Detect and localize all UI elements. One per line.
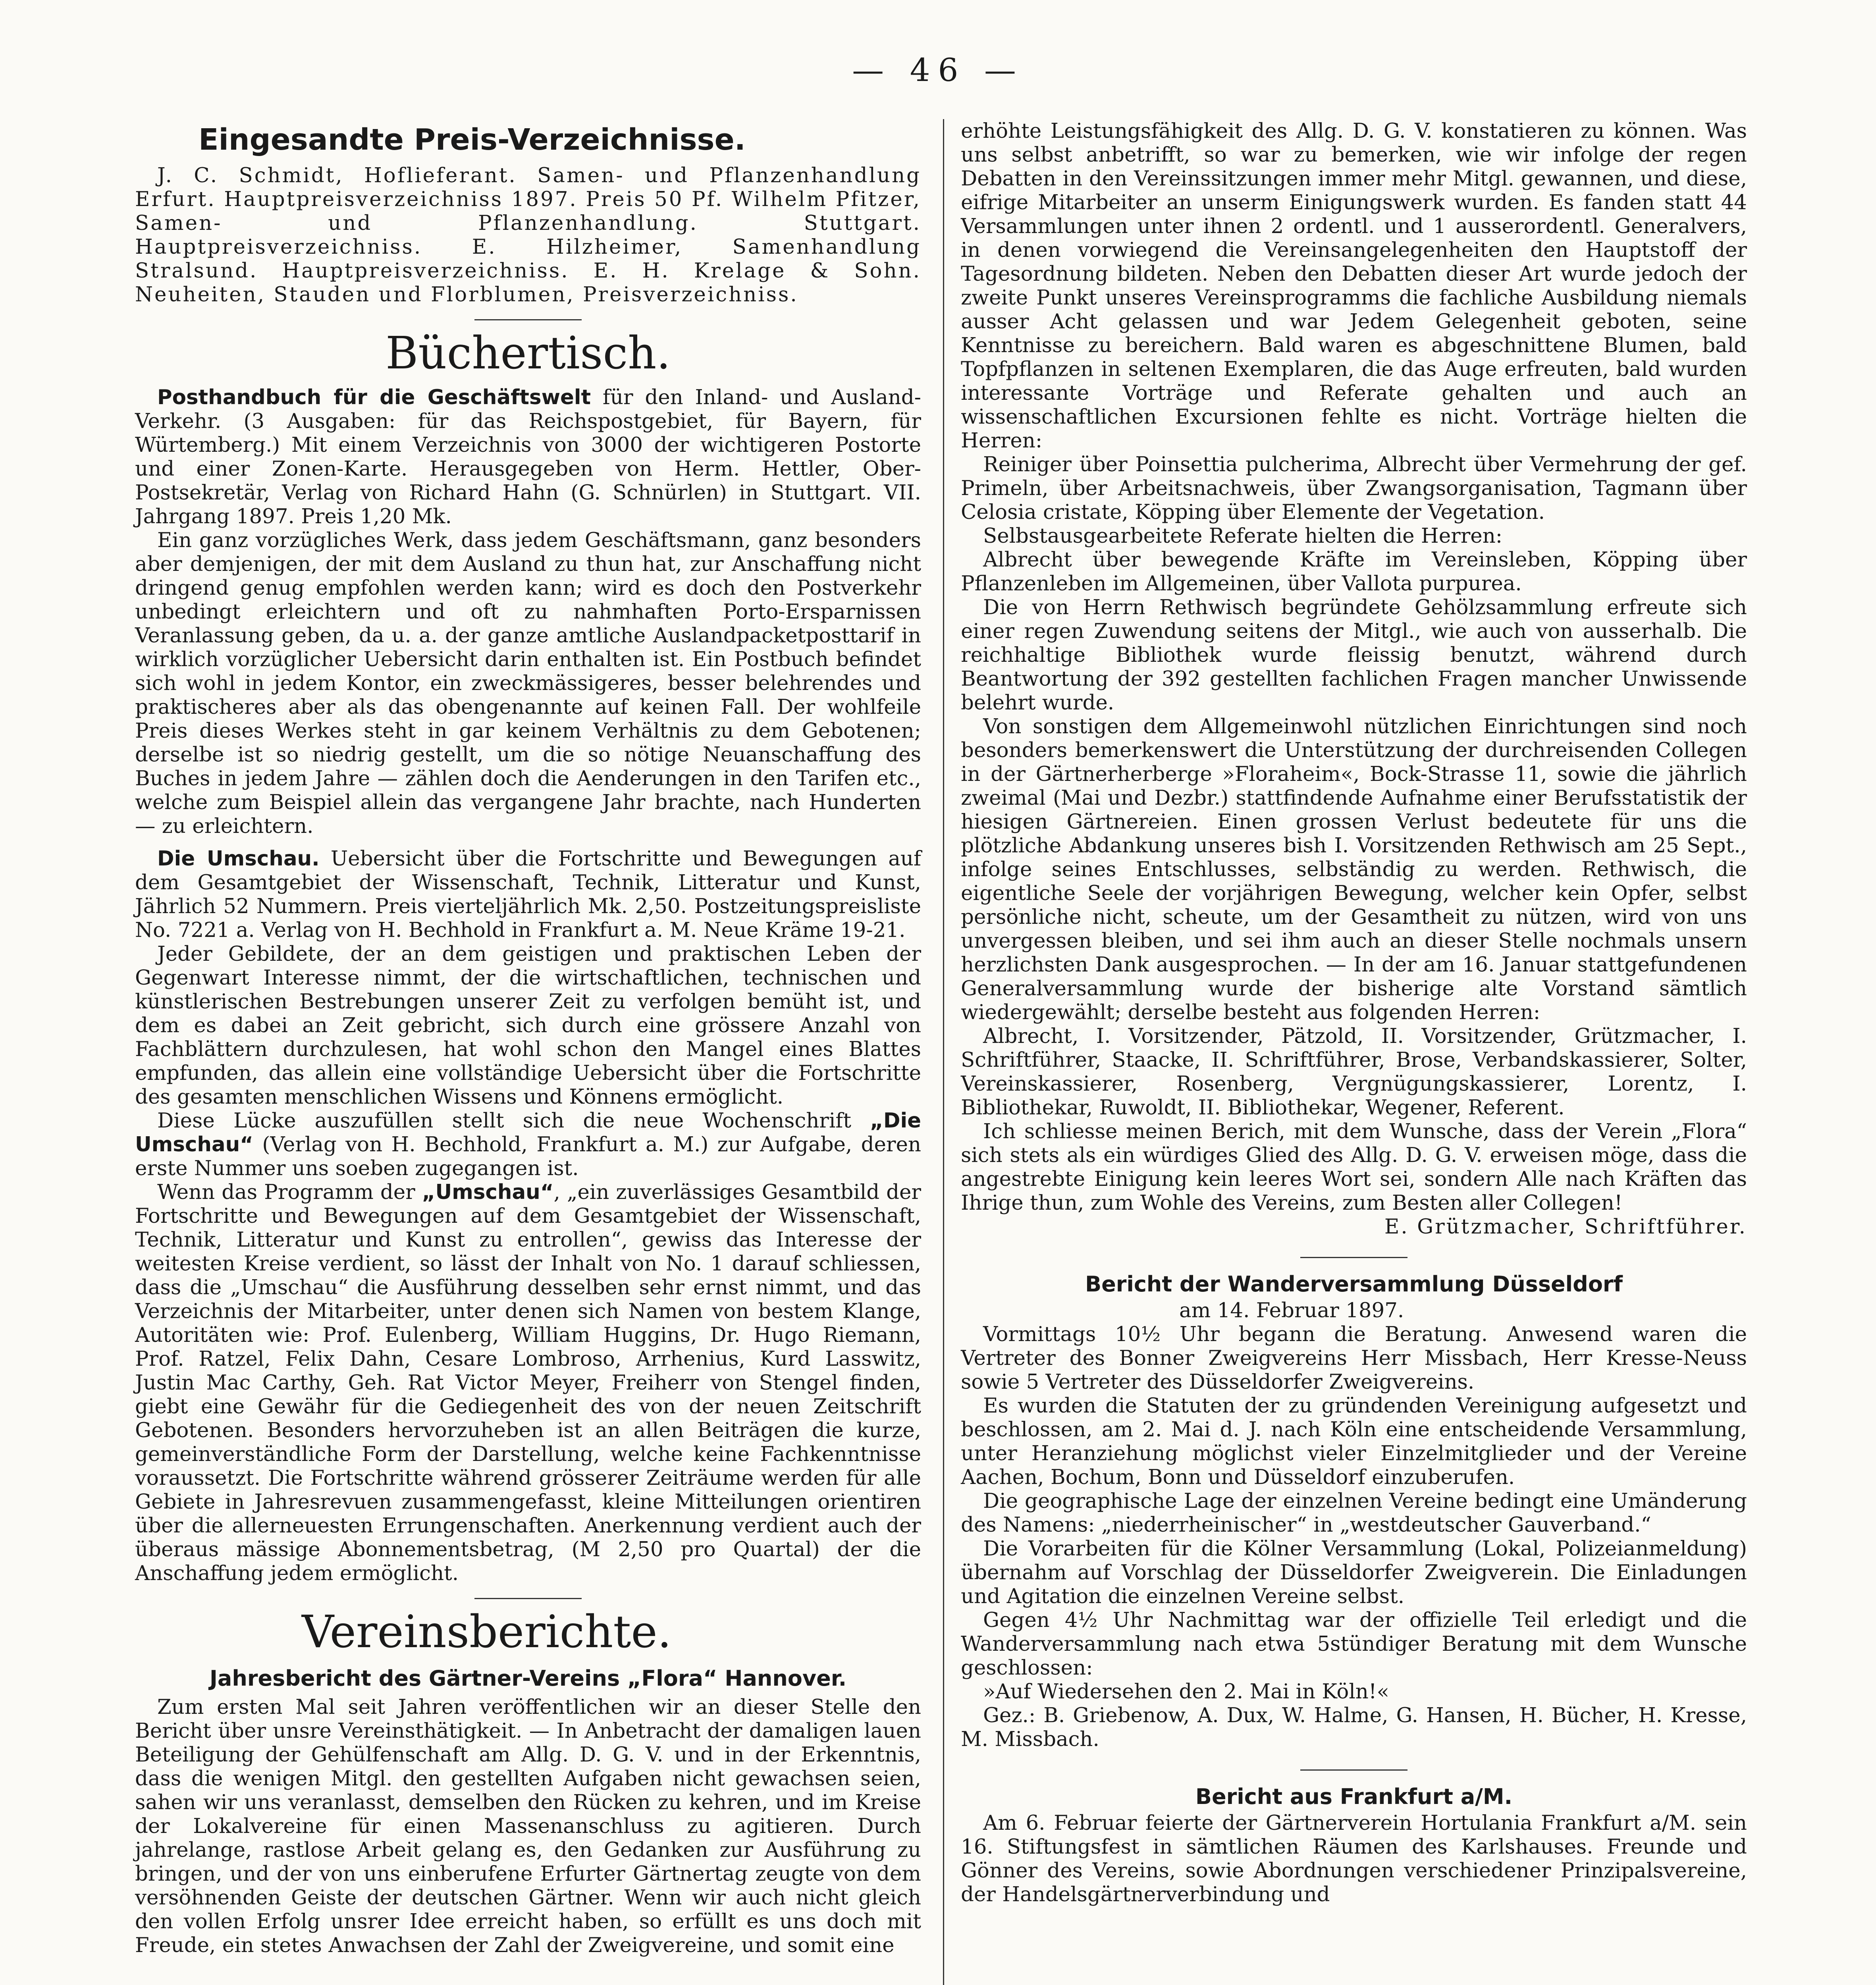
flora-paragraph-6: Von sonstigen dem Allgemeinwohl nützlichen Einrichtungen sind noch besonders bemerkenswert die Unterstützung der durchreisenden Collegen in der Gärtnerherberge »Floraheim«, Bock-Strasse 11, sowie die jährlich zweimal (Mai und Dezbr.) stattfindende Aufnahme einer Berufsstatistik der hiesigen Gärtnereien. Einen grossen Verlust bedeutete für uns die plötzliche Abdankung unseres bish I. Vorsitzenden Rethwisch am 25 Sept., infolge seines Entschlusses, selbständig zu werden. Rethwisch, die eigentliche Seele der vorjährigen Bewegung, welcher kein Opfer, selbst persönliche nicht, scheute, um der Gesamtheit zu nützen, wird von uns unvergessen bleiben, und sei ihm auch an dieser Stelle nochmals unsern herzlichsten Dank ausgesprochen. — In der am 16. Januar stattgefundenen Generalversammlung wurde der bisherige alte Vorstand sämtlich wiedergewählt; derselbe besteht aus folgenden Herren:: [961, 715, 1747, 1024]
preis-verzeichnisse-text: J. C. Schmidt, Hoflieferant. Samen- und Pflanzenhandlung Erfurt. Hauptpreisverzeichniss 1897. Preis 50 Pf. Wilhelm Pfitzer, Samen- und Pflanzenhandlung. Stuttgart. Hauptpreisverzeichniss. E. Hilzheimer, Samenhandlung Stralsund. Hauptpreisverzeichniss. E. H. Krelage & Sohn. Neuheiten, Stauden und Florblumen, Preisverzeichniss.: [135, 164, 921, 306]
umschau-p3-text: Wenn das Programm der: [157, 1180, 422, 1204]
posthandbuch-entry: [135, 385, 921, 528]
flora-paragraph-7: Albrecht, I. Vorsitzender, Pätzold, II. Vorsitzender, Grützmacher, I. Schriftführer, Staacke, II. Schriftführer, Brose, Verbandskassierer, Solter, Vereinskassierer, Rosenberg, Vergnügungskassierer, Lorentz, I. Bibliothekar, Ruwoldt, II. Bibliothekar, Wegener, Referent.: [961, 1024, 1747, 1120]
duesseldorf-paragraph-1: Vormittags 10½ Uhr begann die Beratung. Anwesend waren die Vertreter des Bonner Zweigvereins Herr Missbach, Herr Kresse-Neuss sowie 5 Vertreter des Düsseldorfer Zweigvereins.: [961, 1322, 1747, 1394]
section-rule: [474, 1598, 582, 1599]
umschau-paragraph-2: [135, 1109, 921, 1180]
preis-verzeichnisse-heading: Eingesandte Preis-Verzeichnisse.: [199, 123, 746, 157]
flora-report-heading: Jahresbericht des Gärtner-Vereins „Flora“ Hannover.: [209, 1666, 847, 1691]
left-column: [135, 119, 921, 1957]
duesseldorf-report-heading: Bericht der Wanderversammlung Düsseldorf: [1085, 1272, 1623, 1297]
duesseldorf-signatures: Gez.: B. Griebenow, A. Dux, W. Halme, G. Hansen, H. Bücher, H. Kresse, M. Missbach.: [961, 1704, 1747, 1751]
flora-paragraph-1: Zum ersten Mal seit Jahren veröffentlichen wir an dieser Stelle den Bericht über unsre Vereinsthätigkeit. — In Anbetracht der damaligen lauen Beteiligung der Gehülfenschaft am Allg. D. G. V. und in der Erkenntnis, dass die wenigen Mitgl. den gestellten Aufgaben nicht gewachsen seien, sahen wir uns veranlasst, demselben den Rücken zu kehren, und im Kreise der Lokalvereine für einen Massenanschluss zu agitieren. Durch jahrelange, rastlose Arbeit gelang es, den Gedanken zur Ausführung zu bringen, und der von uns einberufene Erfurter Gärtnertag zeugte von dem versöhnenden Geiste der deutschen Gärtner. Wenn wir auch nicht gleich den vollen Erfolg unsrer Idee erreicht haben, so erfüllt es uns doch mit Freude, ein stetes Anwachsen der Zahl der Zweigvereine, und somit eine: [135, 1695, 921, 1957]
section-rule: [1300, 1769, 1407, 1771]
frankfurt-paragraph-1: Am 6. Februar feierte der Gärtnerverein Hortulania Frankfurt a/M. sein 16. Stiftungsfest in sämtlichen Räumen des Karlshauses. Freunde und Gönner des Vereins, sowie Abordnungen verschiedener Prinzipalsvereine, der Handelsgärtnerverbindung und: [961, 1811, 1747, 1906]
flora-paragraph-4: Albrecht über bewegende Kräfte im Vereinsleben, Köpping über Pflanzenleben im Allgemeinen, über Vallota purpurea.: [961, 548, 1747, 596]
section-rule: [1300, 1257, 1407, 1258]
flora-paragraph-5: Die von Herrn Rethwisch begründete Gehölzsammlung erfreute sich einer regen Zuwendung seitens der Mitgl., wie auch von ausserhalb. Die reichhaltige Bibliothek wurde fleissig benutzt, während durch Beantwortung der 392 gestellten fachlichen Fragen mancher Unwissende belehrt wurde.: [961, 596, 1747, 715]
duesseldorf-paragraph-6: »Auf Wiedersehen den 2. Mai in Köln!«: [983, 1680, 1389, 1704]
umschau-p2-rest: (Verlag von H. Bechhold, Frankfurt a. M.) zur Aufgabe, deren erste Nummer uns soeben zugegangen ist.: [135, 1133, 921, 1180]
posthandbuch-details: für den Inland- und Ausland-Verkehr. (3 Ausgaben: für das Reichspostgebiet, für Bayern, für Würtemberg.) Mit einem Verzeichnis von 3000 der wichtigeren Postorte und einer Zonen-Karte. Herausgegeben von Herm. Hettler, Ober-Postsekretär, Verlag von Richard Hahn (G. Schnürlen) in Stuttgart. VII. Jahrgang 1897. Preis 1,20 Mk.: [135, 385, 921, 528]
page-number: — 46 —: [852, 52, 1024, 89]
posthandbuch-title: Posthandbuch für die Geschäftswelt: [157, 385, 591, 409]
duesseldorf-paragraph-5: Gegen 4½ Uhr Nachmittag war der offizielle Teil erledigt und die Wanderversammlung nach etwa 5stündiger Beratung mit dem Wunsche geschlossen:: [961, 1608, 1747, 1680]
flora-paragraph-1-continued: erhöhte Leistungsfähigkeit des Allg. D. G. V. konstatieren zu können. Was uns selbst anbetrifft, so war zu bemerken, wie wir infolge der regen Debatten in den Vereinssitzungen immer mehr Mitgl. gewannen, und diese, eifrige Mitarbeiter an unserm Einigungswerk wurden. Es fanden statt 44 Versammlungen unter ihnen 2 ordentl. und 1 ausserordentl. Generalvers, in denen vorwiegend die Vereinsangelegenheiten den Hauptstoff der Tagesordnung bildeten. Neben den Debatten dieser Art wurde jedoch der zweite Punkt unseres Vereinsprogramms die fachliche Ausbildung niemals ausser Acht gelassen und war Jedem Gelegenheit geboten, seine Kenntnisse zu bereichern. Bald waren es abgeschnittene Blumen, bald Topfpflanzen in seltenen Exemplaren, die das Auge erfreuten, bald wurden interessante Vorträge und Referate gehalten und auch an wissenschaftlichen Excursionen fehlte es nicht. Vorträge hielten die Herren:: [961, 119, 1747, 453]
umschau-paragraph-3: [135, 1180, 921, 1585]
duesseldorf-paragraph-2: Es wurden die Statuten der zu gründenden Vereinigung aufgesetzt und beschlossen, am 2. Mai d. J. nach Köln eine entscheidende Versammlung, unter Heranziehung möglichst vieler Einzelmitglieder und der Vereine Aachen, Bochum, Bonn und Düsseldorf einzuberufen.: [961, 1394, 1747, 1489]
duesseldorf-paragraph-4: Die Vorarbeiten für die Kölner Versammlung (Lokal, Polizeianmeldung) übernahm auf Vorschlag der Düsseldorfer Zweigverein. Die Einladungen und Agitation die einzelnen Vereine selbst.: [961, 1537, 1747, 1608]
umschau-title: Die Umschau.: [157, 847, 320, 871]
umschau-paragraph-1: Jeder Gebildete, der an dem geistigen und praktischen Leben der Gegenwart Interesse nimmt, der die wirtschaftlichen, technischen und künstlerischen Bestrebungen unserer Zeit zu verfolgen bemüht ist, und dem es dabei an Zeit gebricht, sich durch eine grössere Anzahl von Fachblättern durchzulesen, hat wohl schon den Mangel eines Blattes empfunden, das allein eine vollständige Uebersicht über die Fortschritte des gesamten menschlichen Wissens und Könnens ermöglicht.: [135, 942, 921, 1109]
umschau-p3-name: „Umschau“: [422, 1180, 554, 1204]
duesseldorf-report-date: am 14. Februar 1897.: [1179, 1299, 1404, 1322]
right-column: [961, 119, 1747, 1906]
umschau-details: Uebersicht über die Fortschritte und Bewegungen auf dem Gesamtgebiet der Wissenschaft, Technik, Litteratur und Kunst, Jährlich 52 Nummern. Preis vierteljährlich Mk. 2,50. Postzeitungspreisliste No. 7221 a. Verlag von H. Bechhold in Frankfurt a. M. Neue Kräme 19-21.: [135, 847, 921, 942]
flora-paragraph-2: Reiniger über Poinsettia pulcherima, Albrecht über Vermehrung der gef. Primeln, über Arbeitsnachweis, über Zwangsorganisation, Tagmann über Celosia cristate, Köpping über Elemente der Vegetation.: [961, 453, 1747, 524]
umschau-p2-text: Diese Lücke auszufüllen stellt sich die neue Wochenschrift: [157, 1109, 870, 1133]
umschau-entry: [135, 847, 921, 942]
flora-paragraph-3: Selbstausgearbeitete Referate hielten die Herren:: [983, 524, 1503, 548]
duesseldorf-paragraph-3: Die geographische Lage der einzelnen Vereine bedingt eine Umänderung des Namens: „niederrheinischer“ in „westdeutscher Gauverband.“: [961, 1489, 1747, 1537]
frankfurt-report-heading: Bericht aus Frankfurt a/M.: [1195, 1784, 1513, 1809]
column-divider: [943, 119, 944, 1985]
buechertisch-heading: Büchertisch.: [386, 328, 671, 379]
flora-signature: E. Grützmacher, Schriftführer.: [1384, 1215, 1747, 1239]
section-rule: [474, 319, 582, 320]
umschau-p3-rest: , „ein zuverlässiges Gesamtbild der Fortschritte und Bewegungen auf dem Gesamtgebiet der Wissenschaft, Technik, Litteratur und Kunst zu entrollen“, gewiss das Interesse der weitesten Kreise verdient, so lässt der Inhalt von No. 1 darauf schliessen, dass die „Umschau“ die Ausführung desselben sehr ernst nimmt, und das Verzeichnis der Mitarbeiter, unter denen sich Namen von bestem Klange, Autoritäten wie: Prof. Eulenberg, William Huggins, Dr. Hugo Riemann, Prof. Ratzel, Felix Dahn, Cesare Lombroso, Arrhenius, Kurd Lasswitz, Justin Mac Carthy, Geh. Rat Victor Meyer, Freiherr von Stengel finden, giebt eine Gewähr für die Gediegenheit des von der neuen Zeitschrift Gebotenen. Besonders hervorzuheben ist an allen Beiträgen die kurze, gemeinverständliche Form der Darstellung, welche keine Fachkenntnisse voraussetzt. Die Fortschritte während grösserer Zeiträume werden für alle Gebiete in Jahresrevuen zusammengefasst, kleine Mitteilungen orientiren über die allerneuesten Errungenschaften. Anerkennung verdient auch der überaus mässige Abonnementsbetrag, (M 2,50 pro Quartal) der die Anschaffung jedem ermöglicht.: [135, 1180, 921, 1585]
umschau-p2-name: „Die Umschau“: [135, 1109, 921, 1156]
vereinsberichte-heading: Vereinsberichte.: [302, 1606, 672, 1658]
flora-paragraph-8: Ich schliesse meinen Berich, mit dem Wunsche, dass der Verein „Flora“ sich stets als ein würdiges Glied des Allg. D. G. V. erweisen möge, dass die angestrebte Einigung kein leeres Wort sei, sondern Alle nach Kräften das Ihrige thun, zum Wohle des Vereins, zum Besten aller Collegen!: [961, 1120, 1747, 1215]
posthandbuch-review: Ein ganz vorzügliches Werk, dass jedem Geschäftsmann, ganz besonders aber demjenigen, der mit dem Ausland zu thun hat, zur Anschaffung nicht dringend genug empfohlen werden kann; wird es doch den Postverkehr unbedingt erleichtern und oft zu nahmhaften Porto-Ersparnissen Veranlassung geben, da u. a. der ganze amtliche Auslandpacketposttarif in wirklich vorzüglicher Uebersicht darin enthalten ist. Ein Postbuch befindet sich wohl in jedem Kontor, ein zweckmässigeres, besser belehrendes und praktischeres aber als das obengenannte auf keinen Fall. Der wohlfeile Preis dieses Werkes steht in gar keinem Verhältnis zu dem Gebotenen; derselbe ist so niedrig gestellt, um die so nötige Neuanschaffung des Buches in jedem Jahre — zählen doch die Aenderungen in den Tarifen etc., welche zum Beispiel allein das vergangene Jahr brachte, nach Hunderten — zu erleichtern.: [135, 528, 921, 838]
